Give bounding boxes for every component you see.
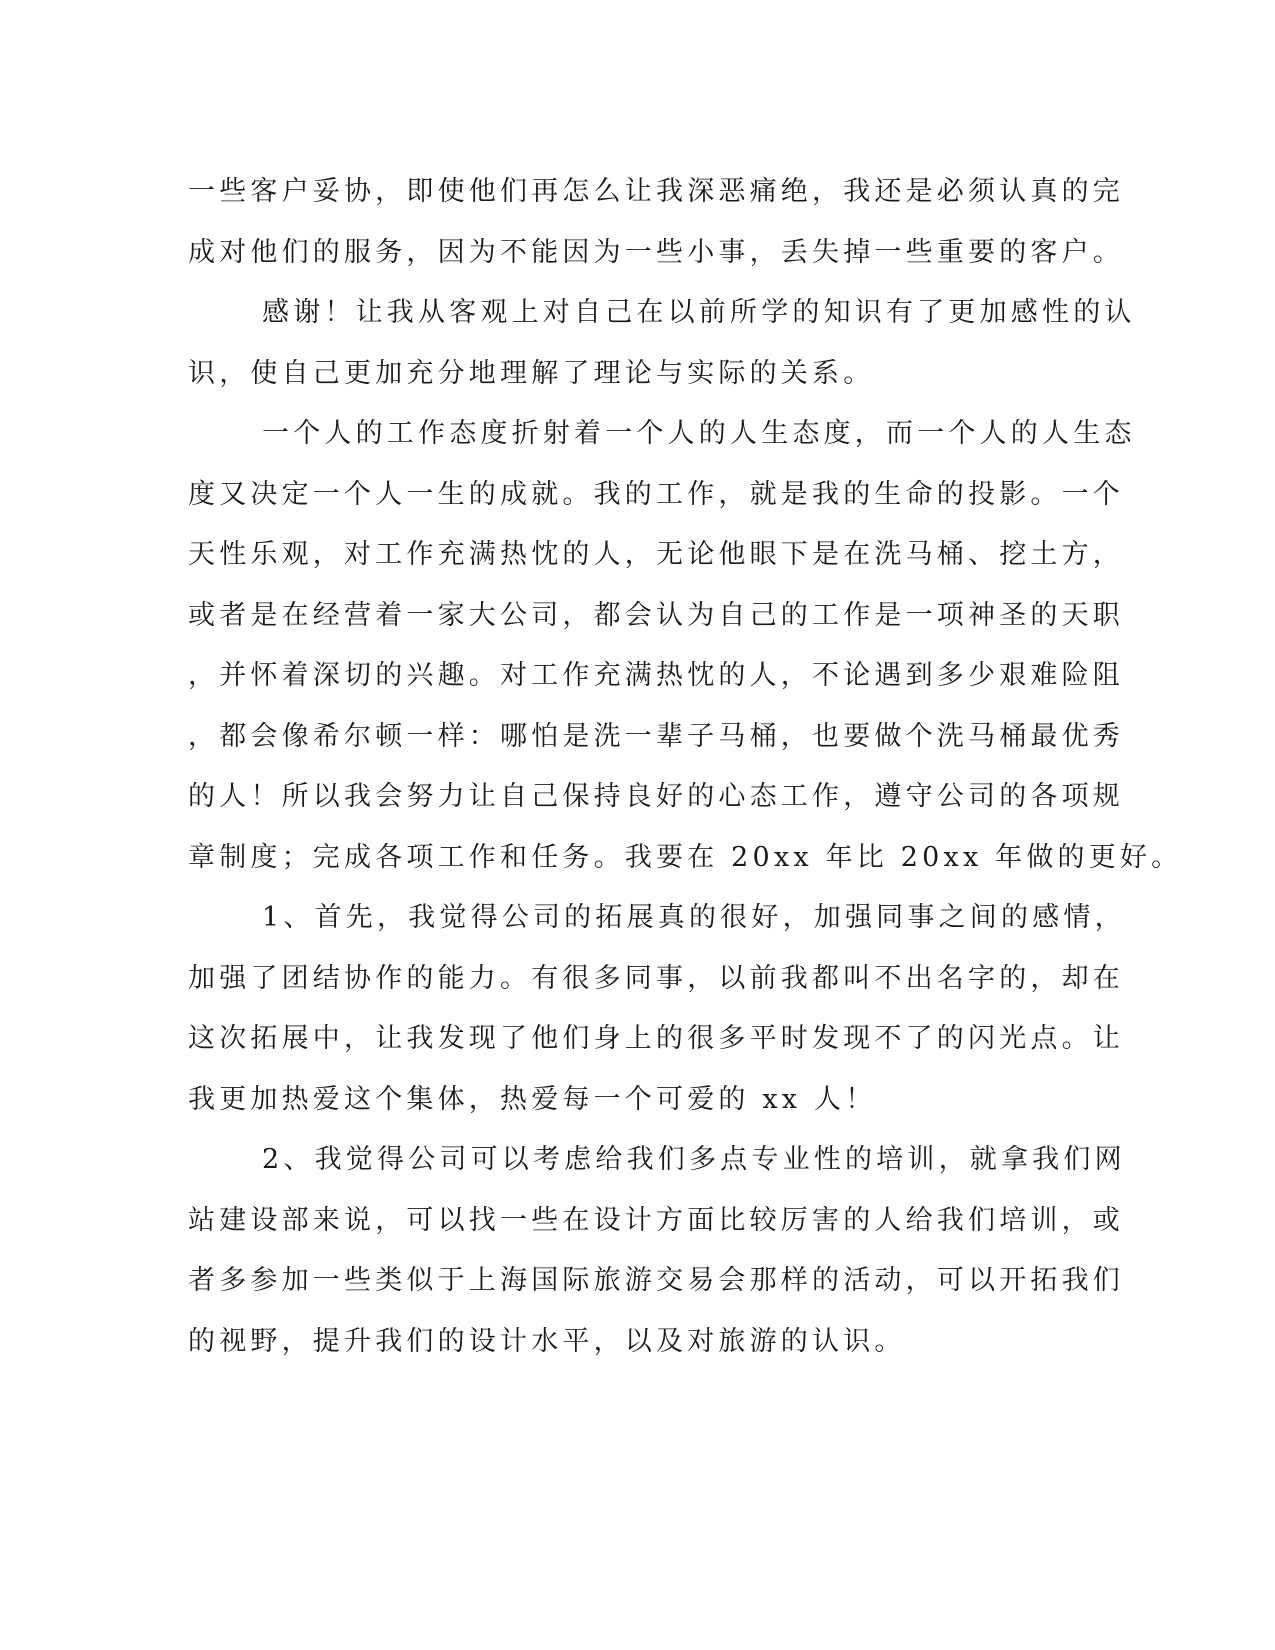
text-line: 天性乐观，对工作充满热忱的人，无论他眼下是在洗马桶、挖土方，	[188, 539, 1124, 570]
text-line: 2、我觉得公司可以考虑给我们多点专业性的培训，就拿我们网	[262, 1144, 1126, 1175]
text-line: 或者是在经营着一家大公司，都会认为自己的工作是一项神圣的天职	[188, 599, 1124, 631]
text-line: 感谢！让我从客观上对自己在以前所学的知识有了更加感性的认	[262, 297, 1136, 328]
text-line: 一个人的工作态度折射着一个人的人生态度，而一个人的人生态	[262, 418, 1136, 449]
text-line: 我更加热爱这个集体，热爱每一个可爱的 xx 人！	[188, 1083, 877, 1115]
paragraph	[188, 283, 1136, 404]
text-line: 站建设部来说，可以找一些在设计方面比较厉害的人给我们培训，或	[188, 1204, 1124, 1236]
paragraph	[188, 888, 1126, 1130]
text-line: 的视野，提升我们的设计水平，以及对旅游的认识。	[188, 1325, 906, 1357]
text-line: 度又决定一个人一生的成就。我的工作，就是我的生命的投影。一个	[188, 478, 1124, 510]
text-line: 1、首先，我觉得公司的拓展真的很好，加强同事之间的感情，	[262, 902, 1126, 933]
text-line: 识，使自己更加充分地理解了理论与实际的关系。	[188, 357, 875, 389]
paragraph	[188, 1130, 1126, 1372]
text-line: 这次拓展中，让我发现了他们身上的很多平时发现不了的闪光点。让	[188, 1023, 1124, 1054]
text-line: 加强了团结协作的能力。有很多同事，以前我都叫不出名字的，却在	[188, 962, 1124, 994]
paragraph	[188, 162, 1124, 283]
text-line: 成对他们的服务，因为不能因为一些小事，丢失掉一些重要的客户。	[188, 236, 1124, 268]
text-line: 的人！所以我会努力让自己保持良好的心态工作，遵守公司的各项规	[188, 781, 1124, 812]
document-body	[188, 162, 1183, 1372]
text-line: ，并怀着深切的兴趣。对工作充满热忱的人，不论遇到多少艰难险阻	[188, 660, 1124, 691]
text-line: 一些客户妥协，即使他们再怎么让我深恶痛绝，我还是必须认真的完	[188, 176, 1124, 207]
paragraph	[188, 404, 1183, 888]
text-line: 章制度；完成各项工作和任务。我要在 20xx 年比 20xx 年做的更好。	[188, 841, 1183, 873]
text-line: 者多参加一些类似于上海国际旅游交易会那样的活动，可以开拓我们	[188, 1265, 1124, 1296]
text-line: ，都会像希尔顿一样：哪怕是洗一辈子马桶，也要做个洗马桶最优秀	[188, 720, 1124, 752]
